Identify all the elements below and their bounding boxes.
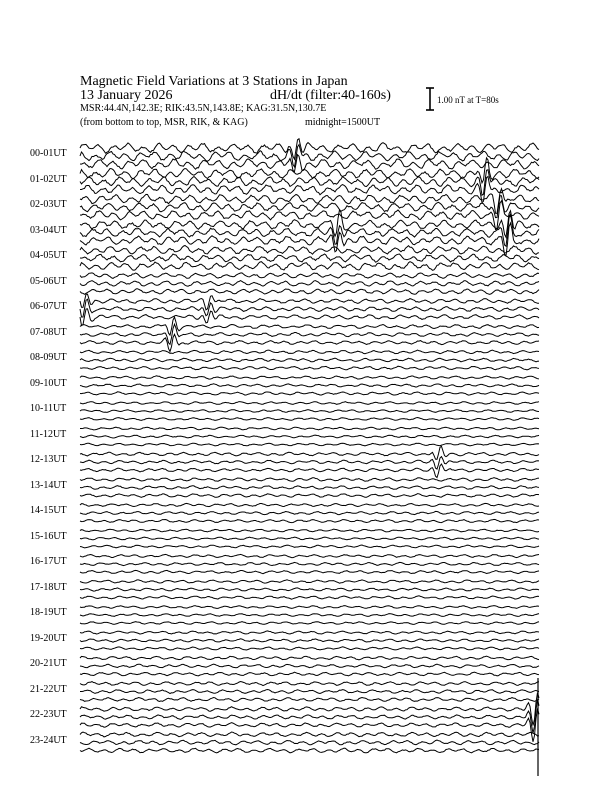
trace-rik	[80, 435, 539, 438]
row-label: 11-12UT	[30, 428, 67, 440]
trace-rik	[80, 145, 539, 167]
row-label: 14-15UT	[30, 505, 67, 516]
trace-msr	[80, 748, 539, 753]
trace-kag	[80, 554, 539, 557]
row-label: 10-11UT	[30, 403, 67, 414]
trace-rik	[80, 537, 539, 540]
row-label: 12-13UT	[30, 454, 67, 465]
trace-rik	[80, 486, 539, 490]
trace-kag	[80, 273, 539, 279]
trace-msr	[80, 698, 539, 702]
row-label: 23-24UT	[30, 734, 67, 746]
trace-msr	[80, 418, 539, 421]
trace-msr	[80, 494, 539, 498]
trace-group	[80, 139, 539, 776]
trace-msr	[80, 519, 539, 522]
trace-msr	[80, 262, 539, 271]
scale-bar	[426, 88, 434, 110]
row-label: 05-06UT	[30, 275, 67, 287]
trace-rik	[80, 511, 539, 514]
trace-kag	[80, 246, 539, 255]
trace-rik	[80, 690, 539, 694]
trace-rik	[80, 384, 539, 387]
trace-rik	[80, 699, 539, 733]
trace-rik	[80, 410, 539, 413]
trace-rik	[80, 254, 539, 262]
chart-quantity: dH/dt (filter:40-160s)	[270, 88, 391, 103]
trace-kag	[80, 478, 539, 482]
station-order-note: (from bottom to top, MSR, RIK, & KAG)	[80, 117, 248, 128]
row-label: 17-18UT	[30, 581, 67, 593]
row-label: 16-17UT	[30, 556, 67, 567]
midnight-note: midnight=1500UT	[305, 117, 381, 128]
trace-msr	[80, 709, 539, 742]
station-coordinates: MSR:44.4N,142.3E; RIK:43.5N,143.8E; KAG:31.5N,130.7E	[80, 103, 327, 114]
trace-kag	[80, 446, 539, 459]
trace-kag	[80, 693, 539, 726]
trace-msr	[80, 596, 539, 599]
row-label: 07-08UT	[30, 326, 67, 338]
trace-kag	[80, 732, 539, 737]
trace-kag	[80, 682, 539, 686]
trace-msr	[80, 392, 539, 395]
row-label: 08-09UT	[30, 352, 67, 363]
trace-kag	[80, 350, 539, 354]
trace-kag	[80, 606, 539, 609]
trace-msr	[80, 366, 539, 370]
chart-title: Magnetic Field Variations at 3 Stations in Japan	[80, 74, 348, 89]
trace-rik	[80, 639, 539, 642]
scale-bar-label: 1.00 nT at T=80s	[437, 95, 499, 105]
row-label: 20-21UT	[30, 658, 67, 669]
trace-rik	[80, 358, 539, 362]
row-label: 21-22UT	[30, 683, 67, 695]
trace-rik	[80, 281, 539, 287]
trace-kag	[80, 503, 539, 506]
trace-kag	[80, 529, 539, 532]
row-label: 13-14UT	[30, 479, 67, 491]
row-label: 19-20UT	[30, 632, 67, 644]
row-label: 06-07UT	[30, 301, 67, 312]
trace-msr	[80, 334, 539, 351]
trace-kag	[80, 631, 539, 634]
row-label: 22-23UT	[30, 709, 67, 720]
trace-kag	[80, 317, 539, 335]
trace-msr	[80, 223, 539, 256]
row-label: 15-16UT	[30, 530, 67, 542]
row-label: 00-01UT	[30, 148, 67, 159]
row-label: 03-04UT	[30, 224, 67, 236]
trace-msr	[80, 622, 539, 625]
row-label: 02-03UT	[30, 199, 67, 210]
trace-rik	[80, 588, 539, 591]
row-label: 09-10UT	[30, 377, 67, 389]
row-label: 04-05UT	[30, 250, 67, 261]
trace-msr	[80, 570, 539, 573]
chart-date: 13 January 2026	[80, 88, 173, 103]
trace-rik	[80, 562, 539, 565]
trace-msr	[80, 443, 539, 446]
trace-kag	[80, 139, 539, 160]
trace-kag	[80, 189, 539, 214]
row-label: 18-19UT	[30, 607, 67, 618]
trace-rik	[80, 614, 539, 617]
trace-rik	[80, 170, 539, 195]
trace-msr	[80, 289, 539, 295]
trace-msr	[80, 464, 539, 478]
trace-kag	[80, 656, 539, 660]
trace-kag	[80, 427, 539, 430]
trace-kag	[80, 580, 539, 583]
trace-rik	[80, 457, 539, 470]
trace-kag	[80, 402, 539, 405]
trace-msr	[80, 647, 539, 650]
trace-msr	[80, 672, 539, 676]
row-label: 01-02UT	[30, 173, 67, 185]
trace-msr	[80, 545, 539, 548]
trace-rik	[80, 740, 539, 745]
trace-rik	[80, 664, 539, 668]
trace-kag	[80, 376, 539, 379]
